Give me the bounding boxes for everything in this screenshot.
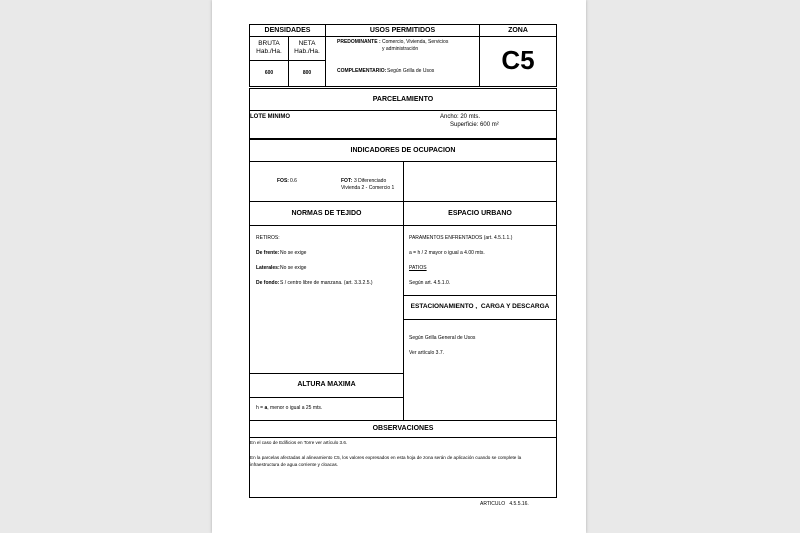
usos-title: USOS PERMITIDOS [369, 27, 436, 34]
zona-value: C5 [501, 45, 535, 75]
laterales-value: No se exige [280, 265, 307, 271]
document-page [212, 0, 586, 533]
zona-title: ZONA [508, 27, 528, 34]
patios-label: PATIOS [409, 265, 427, 271]
bruta-unit: Hab./Ha. [256, 48, 282, 55]
lote-superficie: Superficie: 600 m² [450, 122, 499, 128]
densidades-title: DENSIDADES [264, 27, 311, 34]
indicadores-title: INDICADORES DE OCUPACION [350, 147, 456, 154]
observaciones-line1: En el caso de Edificios en Torre ver artículo 3.6. [250, 440, 348, 445]
altura-variable: a [264, 405, 268, 411]
normas-title: NORMAS DE TEJIDO [291, 210, 362, 217]
fot-value: 3 Diferenciado [354, 178, 387, 184]
neta-value: 800 [302, 70, 312, 76]
altura-prefix: h = [256, 405, 265, 411]
bruta-value: 600 [264, 70, 274, 76]
altura-title: ALTURA MAXIMA [297, 381, 356, 388]
retiros-label: RETIROS: [256, 235, 280, 241]
espacio-title: ESPACIO URBANO [448, 210, 512, 217]
formula-text: a = h / 2 mayor o igual a 4.00 mts. [409, 250, 485, 256]
observaciones-title: OBSERVACIONES [372, 425, 434, 432]
predominante-value-1: Comercio, Vivienda, Servicios [382, 39, 449, 45]
fondo-value: S / centro libre de manzana. (art. 3.3.2.5.) [280, 280, 373, 286]
lote-minimo-label: LOTE MINIMO [250, 114, 290, 120]
parcelamiento-content-box [249, 110, 557, 139]
neta-label: NETA [298, 40, 316, 47]
fos-label: FOS: [277, 178, 289, 184]
fot-label: FOT: [341, 178, 353, 184]
articulo-ref: ARTICULO 4.5.5.16. [480, 501, 529, 507]
complementario-label: COMPLEMENTARIO: [337, 68, 387, 74]
paramentos-text: PARAMENTOS ENFRENTADOS (art. 4.5.1.1.) [409, 235, 513, 241]
estacionamiento-title: ESTACIONAMIENTO , CARGA Y DESCARGA [410, 303, 550, 310]
bruta-label: BRUTA [258, 40, 280, 47]
frente-label: De frente: [256, 250, 280, 256]
estacionamiento-line1: Según Grilla General de Usos [409, 335, 476, 341]
normas-content-box [249, 225, 404, 374]
frente-value: No se exige [280, 250, 307, 256]
predominante-label: PREDOMINANTE : [337, 39, 381, 45]
neta-unit: Hab./Ha. [294, 48, 320, 55]
observaciones-line3: infraestructura de agua corriente y cloacas. [250, 462, 339, 467]
lote-ancho: Ancho: 20 mts. [440, 114, 481, 120]
fondo-label: De fondo: [256, 280, 280, 286]
complementario-value: Según Grilla de Usos [387, 68, 435, 74]
patios-ref: Según art. 4.5.1.0. [409, 280, 451, 286]
altura-formula [256, 405, 322, 412]
altura-suffix: , menor o igual a 25 mts. [267, 405, 323, 411]
estacionamiento-line2: Ver artículo 3.7. [409, 350, 445, 356]
fot-line2: Vivienda 2 - Comercio 1 [341, 185, 395, 191]
fos-value: 0.6 [290, 178, 297, 184]
laterales-label: Laterales: [256, 265, 280, 271]
indicadores-right-box [403, 161, 557, 202]
predominante-value-2: y administración [382, 46, 419, 52]
observaciones-line2: En la parcelas afectadas al alineamiento C5, los valores expresados en esta hoja de zona serán de aplicación cuando se complete la [250, 455, 522, 460]
parcelamiento-title: PARCELAMIENTO [372, 96, 434, 103]
